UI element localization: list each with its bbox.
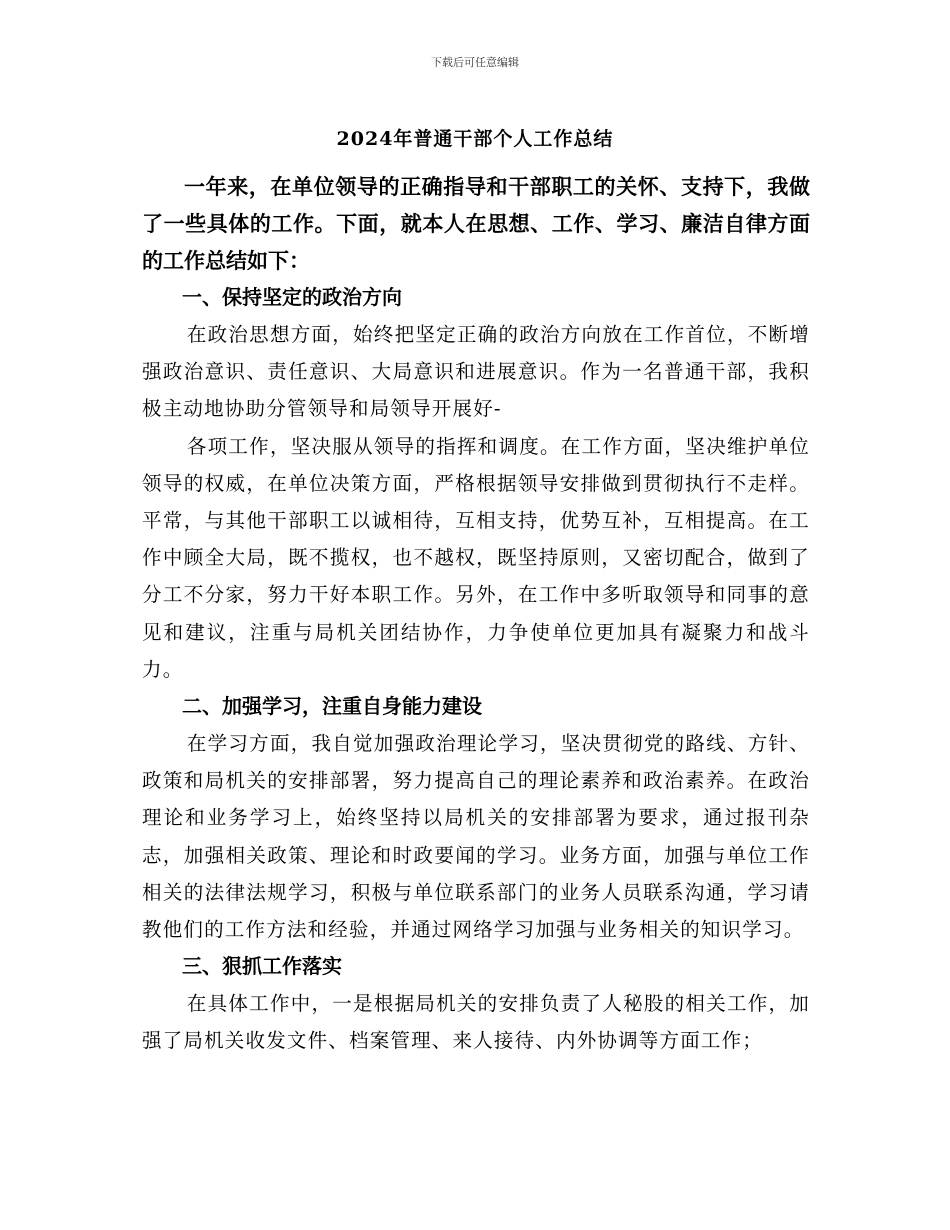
- document-title: 2024年普通干部个人工作总结: [336, 128, 614, 150]
- body-paragraph: 在具体工作中，一是根据局机关的安排负责了人秘股的相关工作，加强了局机关收发文件、档案管理、来人接待、内外协调等方面工作；: [142, 992, 810, 1053]
- document-body: [142, 168, 810, 1060]
- section-heading-1: 一、保持坚定的政治方向: [182, 285, 402, 309]
- section-heading-3: 三、狠抓工作落实: [182, 954, 342, 979]
- section-heading-2: 二、加强学习，注重自身能力建设: [182, 694, 482, 719]
- intro-paragraph: 一年来，在单位领导的正确指导和干部职工的关怀、支持下，我做了一些具体的工作。下面，就本人在思想、工作、学习、廉洁自律方面的工作总结如下：: [142, 174, 810, 273]
- body-paragraph: 各项工作，坚决服从领导的指挥和调度。在工作方面，坚决维护单位领导的权威，在单位决策方面，严格根据领导安排做到贯彻执行不走样。平常，与其他干部职工以诚相待，互相支持，优势互补，互相提高。在工作中顾全大局，既不揽权，也不越权，既坚持原则，又密切配合，做到了分工不分家，努力干好本职工作。另外，在工作中多听取领导和同事的意见和建议，注重与局机关团结协作，力争使单位更加具有凝聚力和战斗力。: [142, 434, 810, 681]
- body-paragraph: 在学习方面，我自觉加强政治理论学习，坚决贯彻党的路线、方针、政策和局机关的安排部署，努力提高自己的理论素养和政治素养。在政治理论和业务学习上，始终坚持以局机关的安排部署为要求，通过报刊杂志，加强相关政策、理论和时政要闻的学习。业务方面，加强与单位工作相关的法律法规学习，积极与单位联系部门的业务人员联系沟通，学习请教他们的工作方法和经验，并通过网络学习加强与业务相关的知识学习。: [142, 732, 810, 942]
- page-header-note: 下载后可任意编辑: [431, 56, 519, 69]
- body-paragraph: 在政治思想方面，始终把坚定正确的政治方向放在工作首位，不断增强政治意识、责任意识、大局意识和进展意识。作为一名普通干部，我积极主动地协助分管领导和局领导开展好-: [142, 323, 810, 421]
